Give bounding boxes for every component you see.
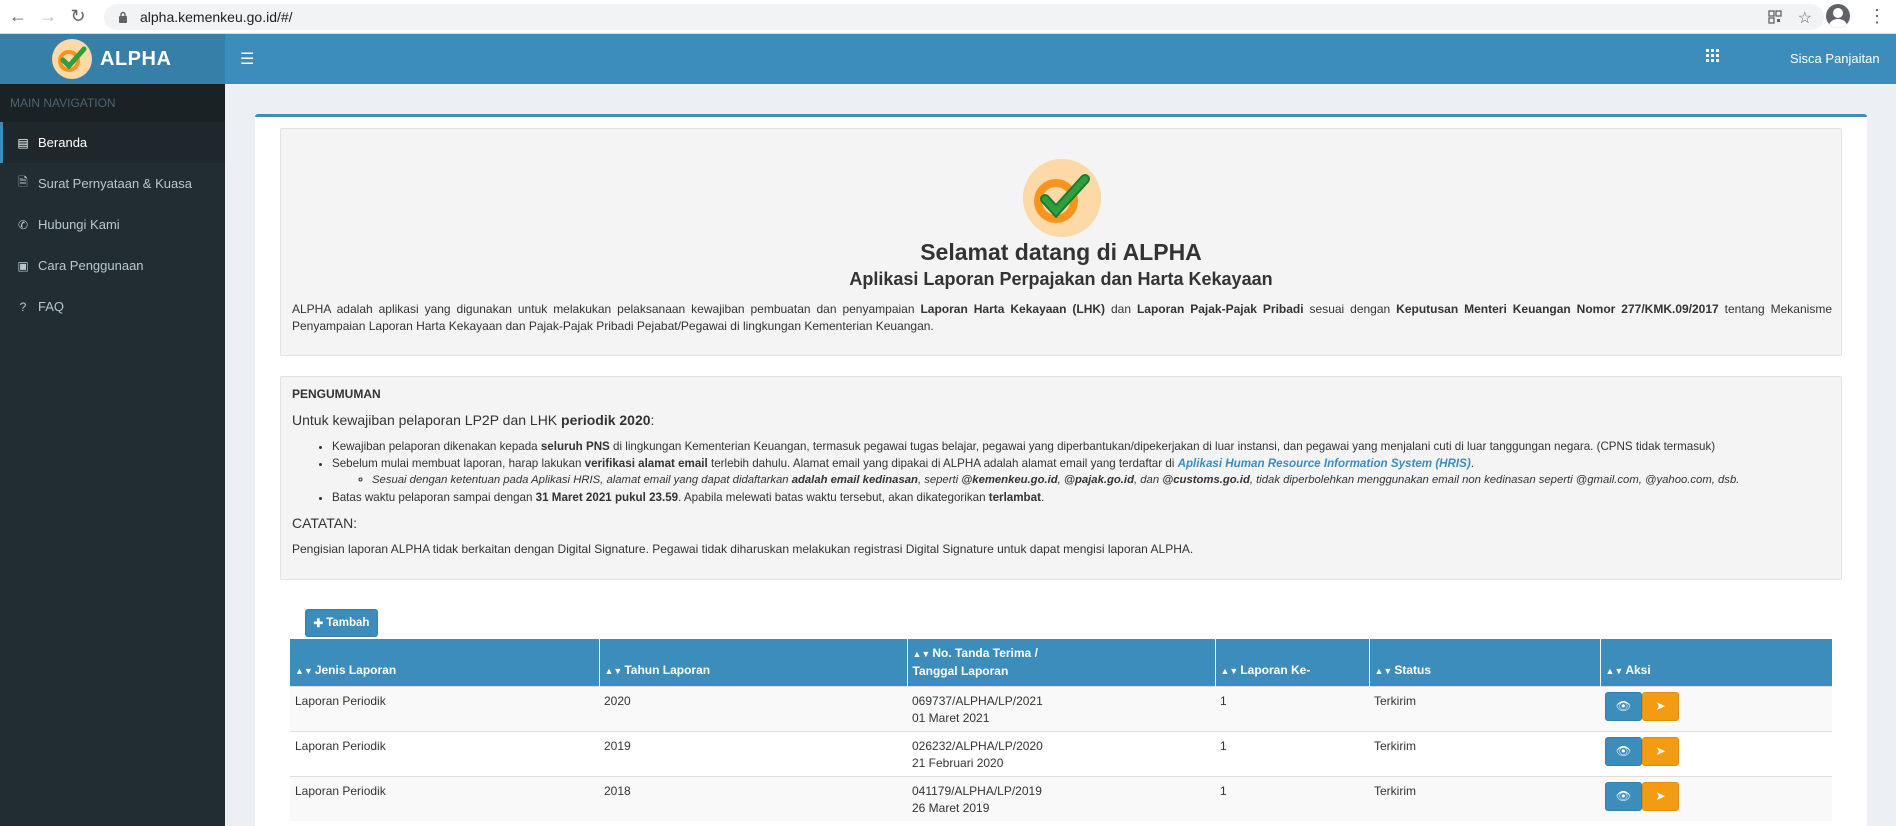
logo-text: ALPHA	[100, 47, 172, 70]
lock-icon	[116, 10, 130, 24]
forward-icon[interactable]: →	[39, 6, 57, 26]
list-item: • Batas waktu pelaporan sampai dengan 31 Maret 2021 pukul 23.59. Apabila melewati batas waktu tersebut, akan dikategorikan terlambat.	[332, 489, 1830, 506]
cell-tahun: 2020	[599, 686, 907, 731]
column-header-aksi[interactable]: ▲▼ Aksi	[1600, 639, 1832, 686]
bookmark-star-icon[interactable]: ☆	[1797, 10, 1812, 27]
hris-link[interactable]: Aplikasi Human Resource Information System (HRIS)	[1177, 457, 1471, 470]
paper-plane-icon: ➤	[1655, 788, 1666, 803]
user-menu[interactable]: Sisca Panjaitan	[1790, 51, 1880, 66]
send-button[interactable]	[1642, 737, 1679, 766]
table-row	[290, 731, 1832, 776]
list-item: • Sebelum mulai membuat laporan, harap lakukan verifikasi alamat email terlebih dahulu. Alamat email yang dipakai di ALPHA adalah alamat email yang terdaftar di Aplikasi Human Resource Information System (HRIS). ◦ Sesuai dengan ketentuan pada Aplikasi HRIS, alamat email yang dapat didaftarkan adalah email kedinasan, seperti @kemenkeu.go.id, @pajak.go.id, dan @customs.go.id, tidak diperbolehkan menggunakan email non kedinasan seperti @gmail.com, @yahoo.com, dsb.	[332, 455, 1830, 489]
send-button[interactable]	[1642, 692, 1679, 721]
plus-icon: ✚	[313, 618, 324, 630]
sort-icon: ▲▼	[604, 665, 623, 676]
column-header-laporan-ke[interactable]: ▲▼ Laporan Ke-	[1215, 639, 1369, 686]
paper-plane-icon: ➤	[1655, 743, 1666, 758]
reports-table	[290, 639, 1832, 821]
sidebar-item-faq[interactable]	[0, 286, 225, 327]
sidebar-item-beranda[interactable]	[0, 122, 225, 163]
alpha-logo-icon	[52, 39, 92, 79]
browser-toolbar	[0, 0, 1896, 34]
sort-icon: ▲▼	[1220, 665, 1239, 676]
announcement-lead: Untuk kewajiban pelaporan LP2P dan LHK periodik 2020:	[292, 412, 655, 428]
table-row	[290, 686, 1832, 731]
sort-icon: ▲▼	[912, 648, 931, 659]
sidebar-toggle-icon[interactable]: ☰	[240, 51, 255, 68]
welcome-panel	[280, 128, 1842, 356]
list-item: • Kewajiban pelaporan dikenakan kepada seluruh PNS di lingkungan Kementerian Keuangan, termasuk pegawai tugas belajar, pegawai yang diperbantukan/dipekerjakan di luar instansi, dan pegawai yang menjalani cuti di luar tanggungan negara. (CPNS tidak termasuk)	[332, 438, 1830, 455]
cell-no-tanda-terima: 026232/ALPHA/LP/2020 21 Februari 2020	[907, 731, 1215, 776]
welcome-title: Selamat datang di ALPHA	[920, 239, 1202, 265]
reload-icon[interactable]: ↻	[70, 6, 86, 26]
announcement-list	[292, 438, 1830, 506]
sort-icon: ▲▼	[1374, 665, 1393, 676]
cell-status: Terkirim	[1369, 776, 1600, 821]
view-button[interactable]	[1605, 782, 1642, 811]
browser-menu-icon[interactable]: ⋮	[1868, 6, 1886, 26]
cell-status: Terkirim	[1369, 686, 1600, 731]
back-icon[interactable]: ←	[9, 6, 27, 26]
sidebar-section-title: MAIN NAVIGATION	[0, 84, 225, 122]
cell-laporan-ke: 1	[1215, 731, 1369, 776]
sidebar	[0, 84, 225, 826]
column-header-status[interactable]: ▲▼ Status	[1369, 639, 1600, 686]
cell-jenis: Laporan Periodik	[290, 686, 599, 731]
eye-icon: 👁	[1615, 743, 1632, 758]
add-report-button[interactable]	[305, 609, 378, 637]
logo[interactable]	[0, 34, 225, 84]
profile-avatar[interactable]	[1826, 4, 1850, 28]
announcement-panel	[280, 376, 1842, 580]
phone-icon: ✆	[17, 217, 29, 232]
cell-tahun: 2018	[599, 776, 907, 821]
sidebar-item-label: Beranda	[38, 135, 88, 150]
sidebar-item-cara-penggunaan[interactable]	[0, 245, 225, 286]
file-icon: 🗎	[18, 175, 28, 189]
cell-jenis: Laporan Periodik	[290, 731, 599, 776]
note-text: Pengisian laporan ALPHA tidak berkaitan dengan Digital Signature. Pegawai tidak diharuskan melakukan registrasi Digital Signature untuk dapat mengisi laporan ALPHA.	[292, 542, 1194, 556]
cell-aksi	[1600, 686, 1832, 731]
view-button[interactable]	[1605, 692, 1642, 721]
question-icon: ?	[19, 299, 27, 314]
sidebar-item-label: Hubungi Kami	[38, 217, 120, 232]
app-header	[0, 34, 1896, 84]
column-header-jenis[interactable]: ▲▼ Jenis Laporan	[290, 639, 599, 686]
view-button[interactable]	[1605, 737, 1642, 766]
cell-laporan-ke: 1	[1215, 776, 1369, 821]
sort-icon: ▲▼	[1605, 665, 1624, 676]
announcement-title: PENGUMUMAN	[292, 387, 381, 401]
welcome-subtitle: Aplikasi Laporan Perpajakan dan Harta Kekayaan	[849, 269, 1273, 289]
note-title: CATATAN:	[292, 515, 358, 531]
welcome-description: ALPHA adalah aplikasi yang digunakan untuk melakukan pelaksanaan kewajiban pembuatan dan penyampaian Laporan Harta Kekayaan (LHK) dan Laporan Pajak-Pajak Pribadi sesuai dengan Keputusan Menteri Keuangan Nomor 277/KMK.09/2017 tentang Mekanisme Penyampaian Laporan Harta Kekayaan dan Pajak-Pajak Pribadi Pejabat/Pegawai di lingkungan Kementerian Keuangan.	[292, 302, 1832, 333]
add-report-label: Tambah	[326, 617, 370, 629]
send-button[interactable]	[1642, 782, 1679, 811]
column-header-tahun[interactable]: ▲▼ Tahun Laporan	[599, 639, 907, 686]
cell-no-tanda-terima: 069737/ALPHA/LP/2021 01 Maret 2021	[907, 686, 1215, 731]
eye-icon: 👁	[1615, 788, 1632, 803]
table-row	[290, 776, 1832, 821]
column-header-no-tanda-terima[interactable]: ▲▼ No. Tanda Terima / Tanggal Laporan	[907, 639, 1215, 686]
paper-plane-icon: ➤	[1655, 698, 1666, 713]
cell-jenis: Laporan Periodik	[290, 776, 599, 821]
cell-aksi	[1600, 776, 1832, 821]
cell-no-tanda-terima: 041179/ALPHA/LP/2019 26 Maret 2019	[907, 776, 1215, 821]
cell-laporan-ke: 1	[1215, 686, 1369, 731]
alpha-logo-icon	[1023, 159, 1101, 237]
qr-code-icon[interactable]	[1768, 10, 1782, 27]
list-item: ◦ Sesuai dengan ketentuan pada Aplikasi HRIS, alamat email yang dapat didaftarkan adalah email kedinasan, seperti @kemenkeu.go.id, @pajak.go.id, dan @customs.go.id, tidak diperbolehkan menggunakan email non kedinasan seperti @gmail.com, @yahoo.com, dsb.	[372, 472, 1830, 489]
address-bar[interactable]	[104, 4, 1824, 30]
announcement-sublist	[332, 472, 1830, 489]
sidebar-item-surat-pernyataan[interactable]	[0, 163, 225, 204]
url-text: alpha.kemenkeu.go.id/#/	[140, 9, 293, 25]
cell-aksi	[1600, 731, 1832, 776]
cell-status: Terkirim	[1369, 731, 1600, 776]
sidebar-item-hubungi-kami[interactable]	[0, 204, 225, 245]
cell-tahun: 2019	[599, 731, 907, 776]
sidebar-item-label: FAQ	[38, 299, 65, 314]
sidebar-item-label: Cara Penggunaan	[38, 258, 144, 273]
apps-grid-icon[interactable]	[1706, 49, 1719, 65]
sort-icon: ▲▼	[295, 665, 313, 676]
book-icon: ▣	[17, 258, 29, 273]
eye-icon: 👁	[1615, 698, 1632, 713]
table-header-row	[290, 639, 1832, 686]
sidebar-item-label: Surat Pernyataan & Kuasa	[38, 176, 192, 191]
table-icon: ▤	[17, 135, 29, 150]
